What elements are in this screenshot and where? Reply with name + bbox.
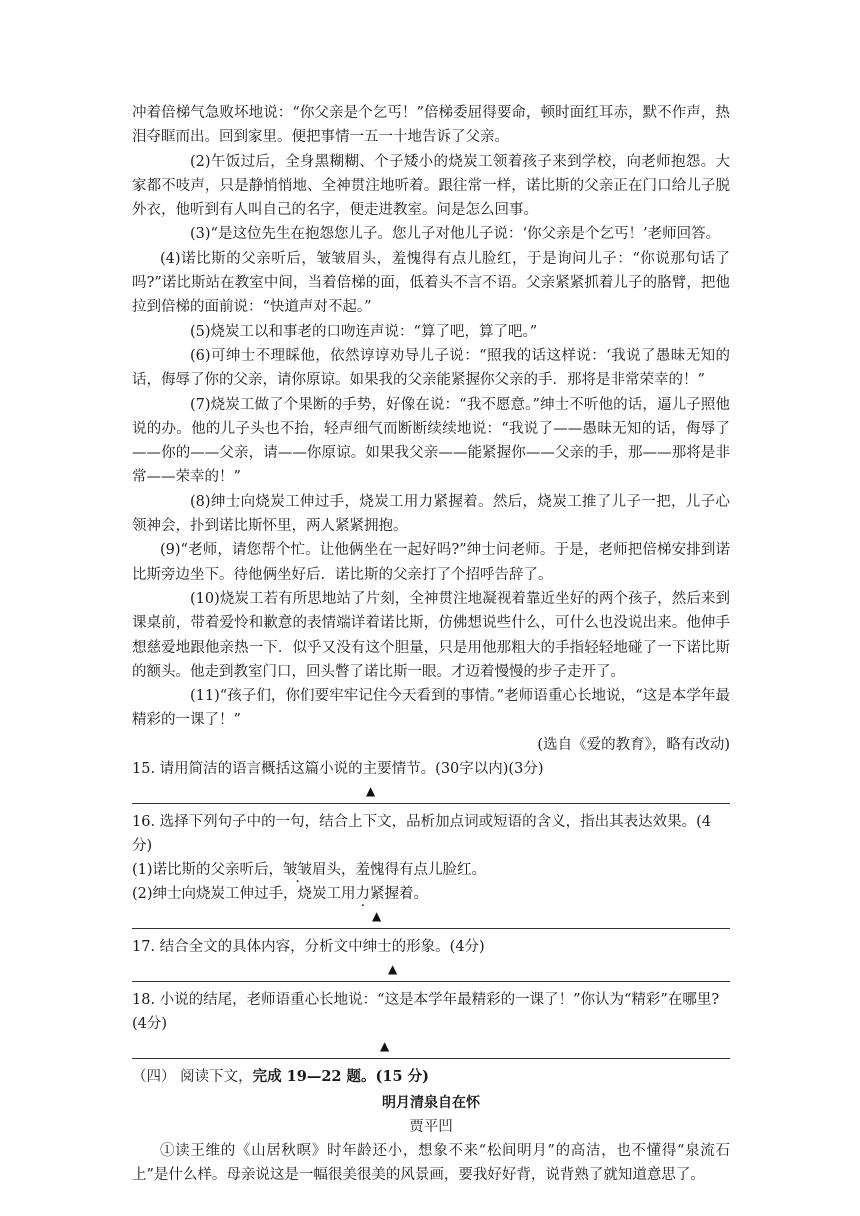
answer-line-17[interactable] [132,959,730,982]
answer-line-15[interactable] [132,781,730,804]
section-4-heading: （四） 阅读下文，完成 19—22 题。(15 分) [132,1067,430,1085]
story-paragraph-9: (9)“老师，请您帮个忙。让他俩坐在一起好吗?”绅士问老师。于是，老师把倍梯安排到诺比斯旁边坐下。待他俩坐好后．诺比斯的父亲打了个招呼告辞了。 [132,542,730,583]
essay-title: 明月清泉自在怀 [382,1094,480,1111]
question-16: 16. 选择下列句子中的一句，结合上下文，品析加点词或短语的含义，指出其表达效果。(4分) [132,813,712,854]
answer-marker-icon: ▲ [380,1038,390,1053]
question-17: 17. 结合全文的具体内容，分析文中绅士的形象。(4分) [132,938,485,955]
answer-marker-icon: ▲ [366,783,376,798]
question-18: 18. 小说的结尾，老师语重心长地说：“这是本学年最精彩的一课了！”你认为“精彩”在哪里?(4分) [132,991,720,1032]
emphasis-dotted-word: 皱皱 [283,861,313,878]
story-paragraph-6: (6)可绅士不理睬他，依然谆谆劝导儿子说：“照我的话这样说：‘我说了愚昧无知的话，侮辱了你的父亲，请你原谅。如果我的父亲能紧握你父亲的手．那将是非常荣幸的！” [132,347,730,389]
document-page [132,101,730,1187]
emphasis-dotted-word: 力 [355,885,371,902]
story-paragraph-3: (3)“是这位先生在抱怨您儿子。您儿子对他儿子说：‘你父亲是个乞丐！’老师回答。 [190,226,721,243]
question-16-option-1: (1)诺比斯的父亲听后，皱皱眉头，羞愧得有点儿脸红。 [132,861,487,878]
question-16-option-2: (2)绅士向烧炭工伸过手，烧炭工用力紧握着。 [132,885,429,902]
question-15: 15. 请用简洁的语言概括这篇小说的主要情节。(30字以内)(3分) [132,760,544,777]
answer-marker-icon: ▲ [372,908,382,923]
answer-line-18[interactable] [132,1036,730,1059]
story-paragraph-2: (2)午饭过后，全身黑糊糊、个子矮小的烧炭工领着孩子来到学校，向老师抱怨。大家都不吱声，只是静悄悄地、全神贯注地听着。跟往常一样，诺比斯的父亲正在门口给儿子脱外衣，他听到有人叫自己的名字，便走进教室。问是怎么回事。 [132,153,730,219]
story-paragraph-10: (10)烧炭工若有所思地站了片刻，全神贯注地凝视着靠近坐好的两个孩子，然后来到课桌前，带着爱怜和歉意的表情端详着诺比斯，仿佛想说些什么，可什么也没说出来。他伸手想慈爱地跟他亲热一下．似乎又没有这个胆量，只是用他那粗大的手指轻轻地碰了一下诺比斯的额头。他走到教室门口，回头瞥了诺比斯一眼。才迈着慢慢的步子走开了。 [132,590,730,680]
answer-marker-icon: ▲ [388,961,398,976]
story-paragraph-1: 冲着倍梯气急败坏地说：“你父亲是个乞丐！”倍梯委屈得要命，顿时面红耳赤，默不作声，热泪夺眶而出。回到家里。便把事情一五一十地告诉了父亲。 [132,105,730,146]
source-citation: (选自《爱的教育》，略有改动) [537,736,730,753]
answer-line-16[interactable] [132,906,730,929]
story-paragraph-4: (4)诺比斯的父亲听后，皱皱眉头，羞愧得有点儿脸红，于是询问儿子：“你说那句话了吗?”诺比斯站在教室中间，当着倍梯的面，低着头不言不语。父亲紧紧抓着儿子的胳臂，把他拉到倍梯的面前说：“快道声对不起。” [132,250,730,316]
story-paragraph-11: (11)“孩子们，你们要牢牢记住今天看到的事情。”老师语重心长地说，“这是本学年最精彩的一课了！” [132,688,730,729]
story-paragraph-7: (7)烧炭工做了个果断的手势，好像在说：“我不愿意。”绅士不听他的话，逼儿子照他说的办。他的儿子头也不抬，轻声细气而断断续续地说：“我说了——愚昧无知的话，侮辱了——你的——父亲，请——你原谅。如果我父亲——能紧握你——父亲的手，那——那将是非常——荣幸的！” [132,396,730,486]
story-paragraph-5: (5)烧炭工以和事老的口吻连声说：“算了吧，算了吧。” [190,323,538,340]
essay-author: 贾平凹 [409,1118,453,1135]
story-paragraph-8: (8)绅士向烧炭工伸过手，烧炭工用力紧握着。然后，烧炭工推了儿子一把，儿子心领神会，扑到诺比斯怀里，两人紧紧拥抱。 [132,493,730,535]
essay-paragraph-1: ①读王维的《山居秋暝》时年龄还小，想象不来“松间明月”的高洁，也不懂得“泉流石上”是什么样。母亲说这是一幅很美很美的风景画，要我好好背，说背熟了就知道意思了。 [132,1142,730,1184]
